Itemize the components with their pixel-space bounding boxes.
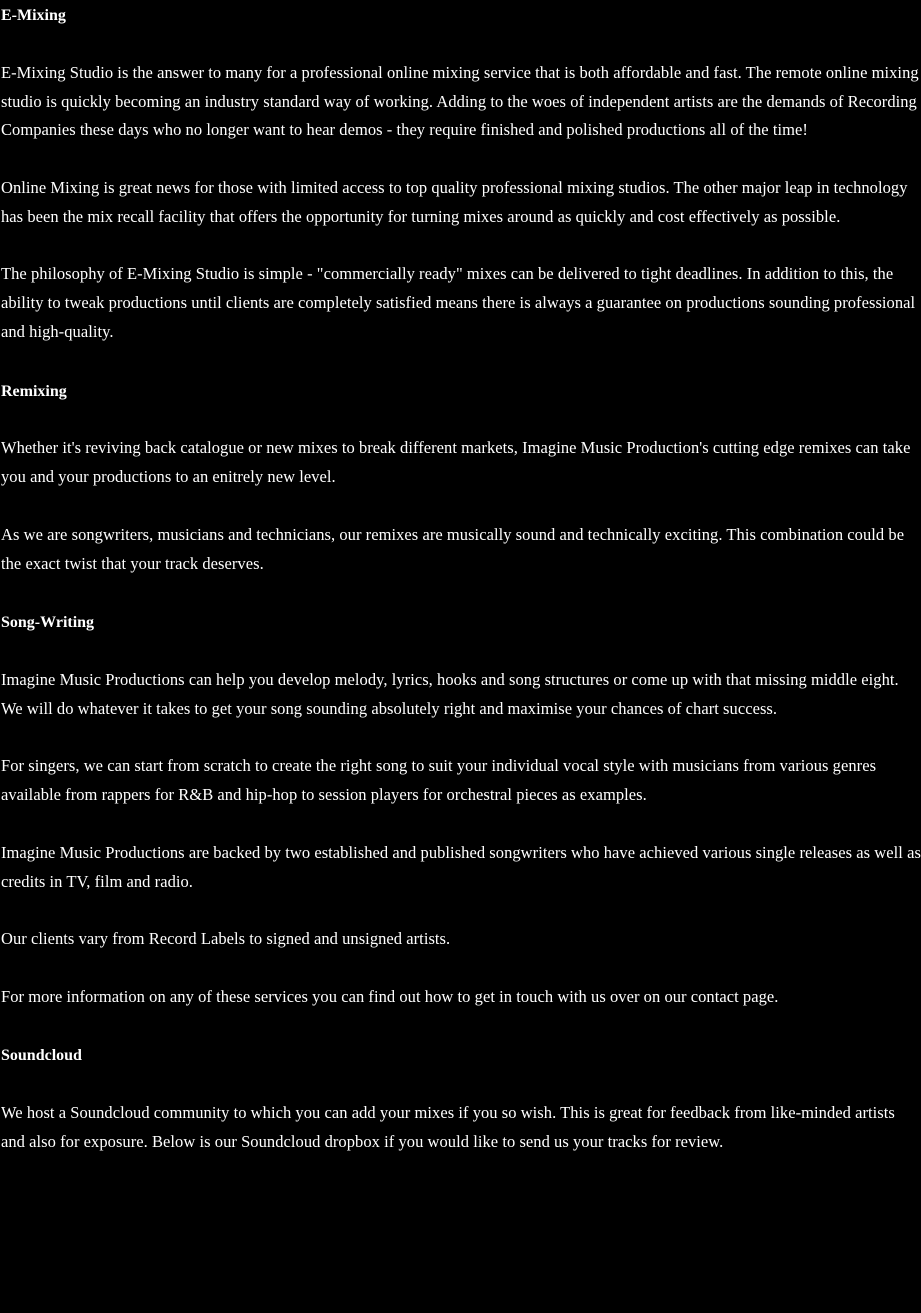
section-heading-remixing: Remixing	[1, 382, 67, 400]
paragraph-song-writing-4: Our clients vary from Record Labels to signed and unsigned artists.	[1, 929, 451, 949]
spacer	[1, 724, 921, 753]
paragraph-remixing-1: Whether it's reviving back catalogue or new mixes to break different markets, Imagine Music Production's cutting edge remixes can take you and your productions to an enitrely new level.	[1, 438, 911, 487]
section-heading-song-writing: Song-Writing	[1, 614, 95, 632]
paragraph-song-writing-5: For more information on any of these services you can find out how to get in touch with us over on our contact page.	[1, 986, 779, 1006]
paragraph-remixing-2: As we are songwriters, musicians and technicians, our remixes are musically sound and technically exciting. This combination could be the exact twist that your track deserves.	[1, 524, 905, 573]
paragraph-song-writing-3: Imagine Music Productions are backed by two established and published songwriters who have achieved various single releases as well as credits in TV, film and radio.	[1, 842, 921, 891]
paragraph-e-mixing-2: Online Mixing is great news for those with limited access to top quality professional mixing studios. The other major leap in technology has been the mix recall facility that offers the opportunity for turning mixes around as quickly and cost effectively as possible.	[1, 177, 908, 226]
paragraph-e-mixing-1: E-Mixing Studio is the answer to many for a professional online mixing service that is both affordable and fast. The remote online mixing studio is quickly becoming an industry standard way of working. Adding to the woes of independent artists are the demands of Recording Companies these days who no longer want to hear demos - they require finished and polished productions all of the time!	[1, 62, 919, 140]
section-heading-soundcloud: Soundcloud	[1, 1047, 82, 1065]
section-heading-e-mixing: E-Mixing	[1, 7, 66, 24]
spacer	[1, 810, 921, 839]
spacer	[1, 347, 921, 376]
spacer	[1, 492, 921, 521]
paragraph-song-writing-1: Imagine Music Productions can help you develop melody, lyrics, hooks and song structures or come up with that missing middle eight. We will do whatever it takes to get your song sounding absolutely right and maximise your chances of chart success.	[1, 669, 899, 718]
spacer	[1, 232, 921, 261]
paragraph-song-writing-2: For singers, we can start from scratch to create the right song to suit your individual vocal style with musicians from various genres available from rappers for R&B and hip-hop to session players for orchestral pieces as examples.	[1, 756, 877, 805]
spacer	[1, 1070, 921, 1099]
spacer	[1, 578, 921, 607]
spacer	[1, 30, 921, 59]
paragraph-soundcloud-1: We host a Soundcloud community to which you can add your mixes if you so wish. This is great for feedback from like-minded artists and also for exposure. Below is our Soundcloud dropbox if you would like to send us your tracks for review.	[1, 1103, 895, 1151]
spacer	[1, 896, 921, 925]
page-content	[0, 1, 921, 1157]
spacer	[1, 406, 921, 435]
paragraph-e-mixing-3: The philosophy of E-Mixing Studio is simple - "commercially ready" mixes can be delivered to tight deadlines. In addition to this, the ability to tweak productions until clients are completely satisfied means there is always a guarantee on productions sounding professional and high-quality.	[1, 264, 916, 341]
spacer	[1, 954, 921, 983]
spacer	[1, 145, 921, 174]
spacer	[1, 637, 921, 666]
spacer	[1, 1012, 921, 1041]
